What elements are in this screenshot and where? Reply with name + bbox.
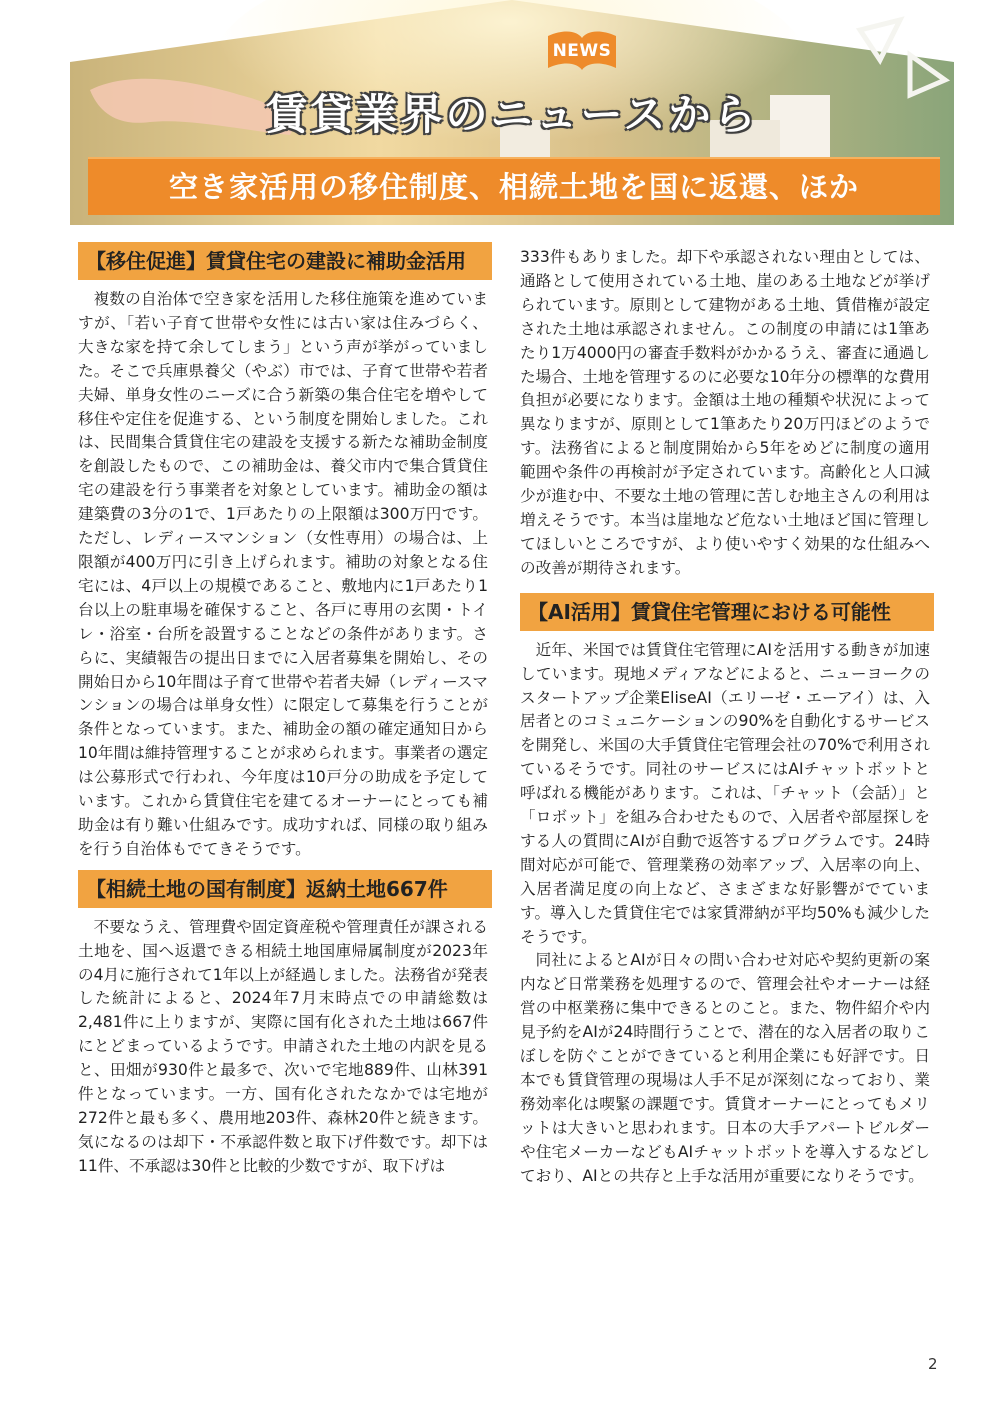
subtitle-bar <box>88 157 940 215</box>
section-body-relocation: 複数の自治体で空き家を活用した移住施策を進めていますが、「若い子育て世帯や女性には古い家は住みづらく、大きな家を持て余してしまう」という声が挙がっていました。そこで兵庫県養父（やぶ）市では、子育て世帯や若者夫婦、単身女性のニーズに合う新築の集合住宅を増やして移住や定住を促進する、という制度を開始しました。これは、民間集合賃貸住宅の建設を支援する新たな補助金制度を創設したもので、この補助金は、養父市内で集合賃貸住宅の建設を行う事業者を対象としています。補助金の額は建築費の3分の1で、1戸あたりの上限額は300万円です。ただし、レディースマンション（女性専用）の場合は、上限額が400万円に引き上げられます。補助の対象となる住宅には、4戸以上の規模であること、敷地内に1戸あたり1台以上の駐車場を確保すること、各戸に専用の玄関・トイレ・浴室・台所を設置することなどの条件があります。さらに、実績報告の提出日までに入居者募集を開始し、その開始日から10年間は子育て世帯や若者夫婦（レディースマンションの場合は単身女性）に限定して募集を行うことが条件となっています。また、補助金の額の確定通知日から10年間は維持管理することが求められます。事業者の選定は公募形式で行われ、今年度は10戸分の助成を予定しています。これから賃貸住宅を建てるオーナーにとっても補助金は有り難い仕組みです。成功すれば、同様の取り組みを行う自治体もでてきそうです。 <box>78 290 488 858</box>
section-heading-ai: 【AI活用】賃貸住宅管理における可能性 <box>520 593 934 631</box>
news-badge <box>546 28 618 72</box>
banner-title: 賃貸業界のニュースから <box>265 90 759 139</box>
section-body-ai-1: 近年、米国では賃貸住宅管理にAIを活用する動きが加速しています。現地メディアなどによると、ニューヨークのスタートアップ企業EliseAI（エリーゼ・エーアイ）は、入居者とのコミュニケーションの90%を自動化するサービスを開発し、米国の大手賃貸住宅管理会社の70%で利用されているそうです。同社のサービスにはAIチャットボットと呼ばれる機能があります。これは、「チャット（会話）」と「ロボット」を組み合わせたもので、入居者や部屋探しをする人の質問にAIが自動で返答するプログラムです。24時間対応が可能で、管理業務の効率アップ、入居率の向上、入居者満足度の向上など、さまざまな好影響がでています。導入した賃貸住宅では家賃滞納が平均50%も減少したそうです。 <box>520 640 930 946</box>
news-label: NEWS <box>552 41 612 61</box>
section-body-ai-2: 同社によるとAIが日々の問い合わせ対応や契約更新の案内など日常業務を処理するので、管理会社やオーナーは経営の中枢業務に集中できるとのこと。また、物件紹介や内見予約をAIが24時間行うことで、潜在的な入居者の取りこぼしを防ぐことができていると利用企業にも好評です。日本でも賃貸管理の現場は人手不足が深刻になっており、業務効率化は喫緊の課題です。賃貸オーナーにとってもメリットは大きいと思われます。日本の大手アパートビルダーや住宅メーカーなどもAIチャットボットを導入するなどしており、AIとの共存と上手な活用が重要になりそうです。 <box>520 951 930 1185</box>
banner-subtitle: 空き家活用の移住制度、相続土地を国に返還、ほか <box>168 170 859 204</box>
left-column <box>78 242 488 1179</box>
section-heading-relocation: 【移住促進】賃貸住宅の建設に補助金活用 <box>78 242 492 280</box>
section-heading-inherited-land: 【相続土地の国有制度】返納土地667件 <box>78 870 492 908</box>
section-body-inherited-land-continued: 333件もありました。却下や承認されない理由としては、通路として使用されている土地、崖のある土地などが挙げられています。原則として建物がある土地、賃借権が設定された土地は承認されません。この制度の申請には1筆あたり1万4000円の審査手数料がかかるうえ、審査に通過した場合、土地を管理するのに必要な10年分の標準的な費用負担が必要になります。金額は土地の種類や状況によって異なりますが、原則として1筆あたり20万円ほどのようです。法務省によると制度開始から5年をめどに制度の適用範囲や条件の再検討が予定されています。高齢化と人口減少が進む中、不要な土地の管理に苦しむ地主さんの利用は増えそうです。本当は崖地など危ない土地ほど国に管理してほしいところですが、より使いやすく効果的な仕組みへの改善が期待されます。 <box>520 248 930 577</box>
right-column <box>520 246 930 1189</box>
section-body-inherited-land: 不要なうえ、管理費や固定資産税や管理責任が課される土地を、国へ返還できる相続土地国庫帰属制度が2023年の4月に施行されて1年以上が経過しました。法務省が発表した統計によると、2024年7月末時点での申請総数は2,481件に上りますが、実際に国有化された土地は667件にとどまっているようです。申請された土地の内訳を見ると、田畑が930件と最多で、次いで宅地889件、山林391件となっています。一方、国有化されたなかでは宅地が272件と最も多く、農用地203件、森林20件と続きます。気になるのは却下・不承認件数と取下げ件数です。却下は11件、不承認は30件と比較的少数ですが、取下げは <box>78 917 488 1175</box>
page-number: 2 <box>928 1355 938 1373</box>
